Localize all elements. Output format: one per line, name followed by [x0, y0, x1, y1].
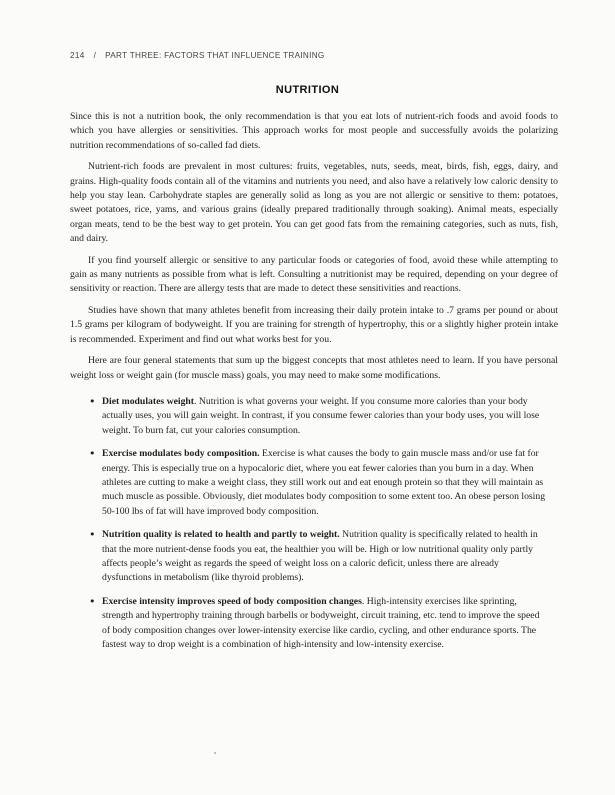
running-header: [70, 51, 325, 60]
paragraph-1: Since this is not a nutrition book, the only recommendation is that you eat lots of nutrient-rich foods and avoid foods to which you have allergies or sensitivities. This approach works for most people and successfully avoids the polarizing nutrition recommendations of so-called fad diets.: [70, 111, 558, 151]
bullet-lead: Exercise modulates body composition.: [102, 448, 260, 460]
paragraph-3: If you find yourself allergic or sensitive to any particular foods or categories of food, avoid these while attempting to gain as many nutrients as possible from what is left. Consulting a nutritionist may be required, depending on your degree of sensitivity or reaction. There are allergy tests that are made to detect these sensitivities and reactions.: [70, 254, 558, 295]
scan-artifact-dot: [214, 752, 216, 754]
bullet-text: . High-intensity exercises like sprinting, strength and hypertrophy training through barbells or bodyweight, circuit training, etc. tend to improve the speed of body composition changes over lower-intensity exercise like cardio, cycling, and other endurance sports. The fastest way to drop weight is a combination of high-intensity and low-intensity exercise.: [102, 595, 540, 650]
bullet-list: [70, 395, 558, 653]
bullet-icon: •: [89, 594, 96, 608]
paragraph-2: Nutrient-rich foods are prevalent in most cultures: fruits, vegetables, nuts, seeds, meat, birds, fish, eggs, dairy, and grains. High-quality foods contain all of the vitamins and nutrients you need, and also have a relatively low caloric density to help you stay lean. Carbohydrate staples are generally solid as long as you are not allergic or sensitive to them: potatoes, sweet potatoes, rice, yams, and various grains (ideally prepared traditionally through soaking). Animal meats, especially organ meats, tend to be the best way to get protein. You can get good fats from the remaining categories, such as nuts, fish, and dairy.: [70, 161, 558, 245]
bullet-icon: •: [89, 394, 96, 408]
bullet-text: Exercise is what causes the body to gain muscle mass and/or use fat for energy. This is especially true on a hypocaloric diet, where you eat fewer calories than you burn in a day. When athletes are cutting to make a weight class, they still work out and eat enough protein so that they will maintain as much muscle as possible. Obviously, diet modulates body composition to some extent too. An obese person losing 50-100 lbs of fat will have improved body composition.: [102, 448, 546, 517]
bullet-lead: Diet modulates weight: [102, 395, 195, 407]
page-number: 214: [70, 51, 85, 60]
bullet-text: Nutrition quality is specifically related to health in that the more nutrient-dense foods you eat, the healthier you will be. High or low nutritional quality only partly affects people’s weight as regards the speed of weight loss on a caloric deficit, unless there are already dysfunctions in metabolism (like thyroid problems).: [102, 529, 538, 584]
paragraph-5: Here are four general statements that sum up the biggest concepts that most athletes need to learn. If you have personal weight loss or weight gain (for muscle mass) goals, you may need to make some modifications.: [70, 355, 558, 381]
bullet-item: [89, 528, 558, 586]
bullet-item: [89, 447, 558, 519]
part-title: PART THREE: FACTORS THAT INFLUENCE TRAINING: [105, 51, 325, 60]
bullet-icon: •: [89, 528, 96, 542]
bullet-icon: •: [89, 447, 96, 461]
bullet-item: [89, 594, 558, 653]
bullet-item: [89, 394, 558, 438]
section-title: NUTRITION: [275, 84, 340, 96]
bullet-lead: Exercise intensity improves speed of body composition changes: [102, 595, 362, 607]
paragraph-4: Studies have shown that many athletes benefit from increasing their daily protein intake to .7 grams per pound or about 1.5 grams per kilogram of bodyweight. If you are training for strength of hypertrophy, this or a slightly higher protein intake is recommended. Experiment and find out what works best for you.: [70, 304, 558, 345]
body-text: [70, 110, 558, 661]
bullet-text: . Nutrition is what governs your weight. If you consume more calories than your body actually uses, you will gain weight. In contrast, if you consume fewer calories than your body uses, you will lose weight. To burn fat, cut your calories consumption.: [102, 395, 540, 436]
bullet-lead: Nutrition quality is related to health and partly to weight.: [102, 529, 340, 541]
header-separator: /: [93, 51, 97, 60]
